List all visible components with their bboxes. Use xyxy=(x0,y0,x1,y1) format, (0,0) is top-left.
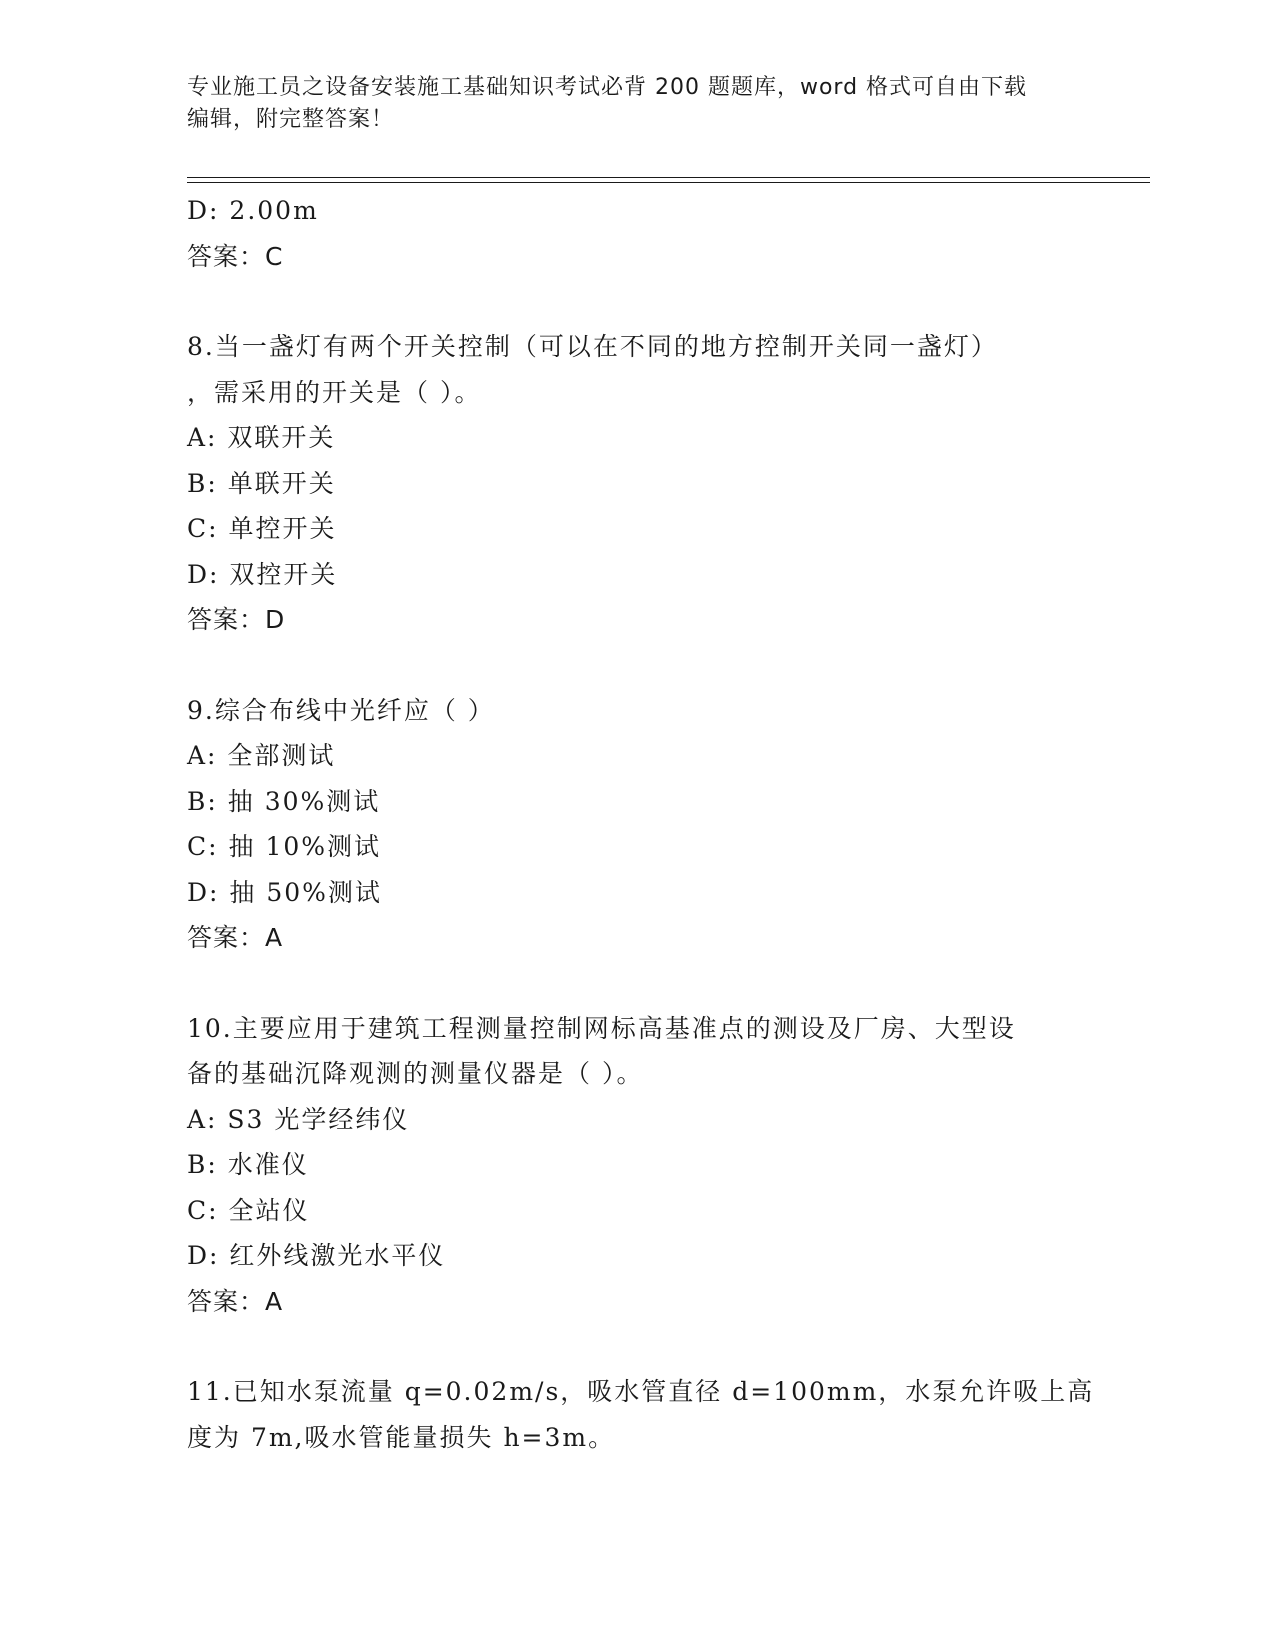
question-stem: 9.综合布线中光纤应（ ） xyxy=(187,695,495,725)
option-c: C: 全站仪 xyxy=(187,1195,310,1225)
option-b: B: 抽 30%测试 xyxy=(187,786,381,816)
spacer xyxy=(187,1324,1087,1369)
spacer xyxy=(187,643,1087,688)
question-11 xyxy=(187,1369,1095,1460)
answer: 答案：D xyxy=(187,605,286,634)
option-d: D: 红外线激光水平仪 xyxy=(187,1241,446,1270)
prev-answer: 答案：C xyxy=(187,241,284,271)
header-divider-bottom xyxy=(187,182,1150,183)
question-stem-continued: 备的基础沉降观测的测量仪器是（ ）。 xyxy=(187,1059,644,1088)
question-9 xyxy=(187,688,1087,961)
option-b: B: 单联开关 xyxy=(187,468,336,498)
document-header: 专业施工员之设备安装施工基础知识考试必背 200 题题库，word 格式可自由下载 编辑，附完整答案！ xyxy=(187,75,1028,132)
option-a: A: S3 光学经纬仪 xyxy=(187,1104,410,1134)
option-c: C: 抽 10%测试 xyxy=(187,832,382,861)
question-stem-continued: 度为 7m,吸水管能量损失 h=3m。 xyxy=(187,1422,616,1452)
question-content xyxy=(187,188,1095,1460)
option-c: C: 单控开关 xyxy=(187,514,337,543)
question-10 xyxy=(187,1006,1087,1325)
question-stem: 10.主要应用于建筑工程测量控制网标高基准点的测设及厂房、大型设 xyxy=(187,1013,1016,1043)
answer: 答案：A xyxy=(187,1286,284,1316)
question-stem: 8.当一盏灯有两个开关控制（可以在不同的地方控制开关同一盏灯） xyxy=(187,332,998,361)
option-d: D: 抽 50%测试 xyxy=(187,877,382,907)
prev-option-d: D: 2.00m xyxy=(187,196,319,225)
header-divider-top xyxy=(187,177,1150,178)
question-stem-continued: ，需采用的开关是（ ）。 xyxy=(187,377,482,407)
option-d: D: 双控开关 xyxy=(187,559,338,589)
spacer xyxy=(187,961,1087,1006)
option-a: A: 双联开关 xyxy=(187,423,336,452)
answer: 答案：A xyxy=(187,923,284,952)
spacer xyxy=(187,279,1087,324)
option-a: A: 全部测试 xyxy=(187,741,336,770)
question-stem: 11.已知水泵流量 q=0.02m/s，吸水管直径 d=100mm，水泵允许吸上高 xyxy=(187,1377,1095,1406)
option-b: B: 水准仪 xyxy=(187,1150,309,1179)
question-8 xyxy=(187,324,1087,643)
